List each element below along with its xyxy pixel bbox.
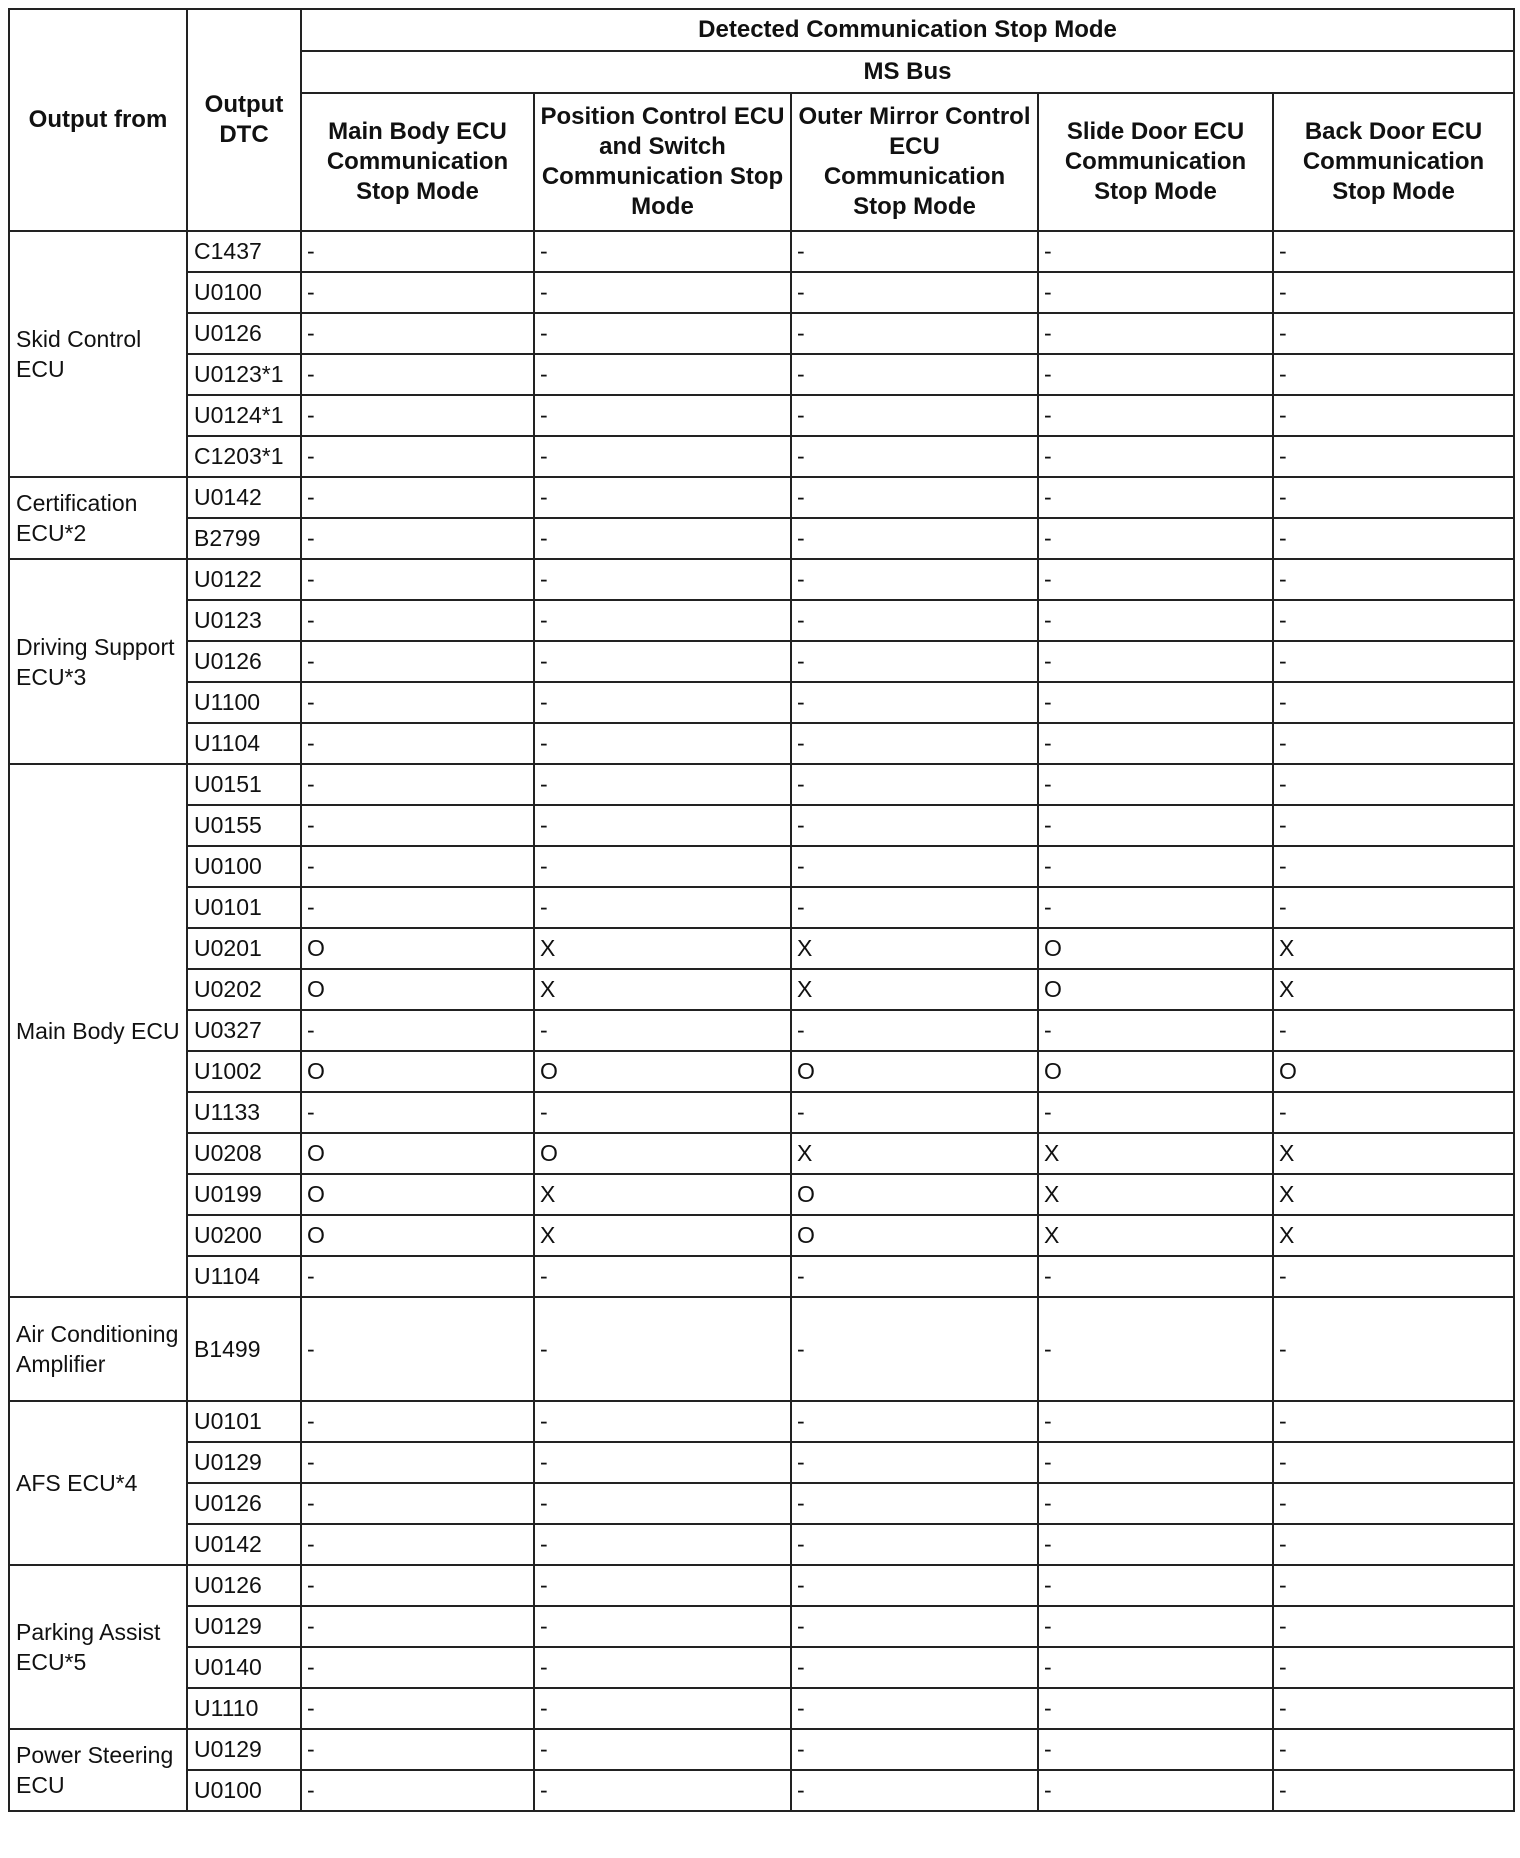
header-output-dtc-line1: Output	[204, 91, 284, 118]
mode-status-cell: -	[301, 231, 534, 272]
mode-status-cell: -	[1038, 1010, 1273, 1051]
mode-status-cell: -	[791, 1483, 1038, 1524]
mode-status-cell: -	[301, 518, 534, 559]
dtc-code-cell: U0142	[187, 477, 301, 518]
dtc-code-cell: U1133	[187, 1092, 301, 1133]
mode-status-cell: -	[1038, 559, 1273, 600]
mode-status-cell: -	[791, 1442, 1038, 1483]
mode-status-cell: -	[1038, 1729, 1273, 1770]
output-from-cell: AFS ECU*4	[9, 1401, 187, 1565]
mode-status-cell: -	[791, 1092, 1038, 1133]
mode-status-cell: -	[534, 1606, 791, 1647]
dtc-code-cell: U0327	[187, 1010, 301, 1051]
mode-status-cell: -	[1038, 1688, 1273, 1729]
table-row	[9, 272, 1514, 313]
mode-status-cell: -	[301, 641, 534, 682]
mode-status-cell: -	[1038, 272, 1273, 313]
table-row	[9, 1215, 1514, 1256]
table-row	[9, 1174, 1514, 1215]
mode-status-cell: -	[791, 1647, 1038, 1688]
mode-status-cell: -	[1273, 1442, 1514, 1483]
mode-status-cell: -	[1273, 313, 1514, 354]
dtc-code-cell: U1100	[187, 682, 301, 723]
mode-status-cell: -	[791, 1729, 1038, 1770]
dtc-code-cell: U0199	[187, 1174, 301, 1215]
table-row	[9, 1133, 1514, 1174]
mode-status-cell: -	[301, 682, 534, 723]
mode-status-cell: O	[791, 1215, 1038, 1256]
table-body	[9, 231, 1514, 1811]
table-row	[9, 682, 1514, 723]
table-row	[9, 1401, 1514, 1442]
header-output-dtc-line2: DTC	[219, 121, 269, 148]
mode-status-cell: -	[301, 805, 534, 846]
dtc-code-cell: U0142	[187, 1524, 301, 1565]
mode-status-cell: -	[1038, 600, 1273, 641]
table-row	[9, 969, 1514, 1010]
mode-status-cell: -	[791, 559, 1038, 600]
header-output-dtc	[187, 9, 301, 231]
table-row	[9, 1729, 1514, 1770]
table-row	[9, 1483, 1514, 1524]
dtc-code-cell: U0151	[187, 764, 301, 805]
header-detected-mode: Detected Communication Stop Mode	[301, 9, 1514, 51]
table-row	[9, 723, 1514, 764]
table-row	[9, 313, 1514, 354]
mode-status-cell: -	[534, 1770, 791, 1811]
mode-status-cell: -	[301, 600, 534, 641]
table-row	[9, 1051, 1514, 1092]
mode-status-cell: -	[301, 1647, 534, 1688]
mode-status-cell: -	[1273, 354, 1514, 395]
mode-status-cell: -	[1273, 436, 1514, 477]
mode-status-cell: -	[301, 1010, 534, 1051]
table-row	[9, 1442, 1514, 1483]
mode-status-cell: -	[1038, 764, 1273, 805]
dtc-code-cell: B2799	[187, 518, 301, 559]
mode-status-cell: X	[1273, 969, 1514, 1010]
dtc-code-cell: U0123	[187, 600, 301, 641]
mode-status-cell: -	[534, 600, 791, 641]
mode-status-cell: -	[791, 1565, 1038, 1606]
table-row	[9, 1010, 1514, 1051]
mode-status-cell: -	[1038, 313, 1273, 354]
mode-status-cell: -	[1273, 764, 1514, 805]
header-mode-outer-mirror: Outer Mirror Control ECU Communication Stop Mode	[791, 93, 1038, 231]
mode-status-cell: X	[534, 969, 791, 1010]
mode-status-cell: -	[1273, 1606, 1514, 1647]
mode-status-cell: -	[1038, 887, 1273, 928]
mode-status-cell: -	[301, 1442, 534, 1483]
mode-status-cell: O	[1273, 1051, 1514, 1092]
mode-status-cell: -	[534, 1297, 791, 1401]
dtc-code-cell: U0126	[187, 1483, 301, 1524]
mode-status-cell: O	[301, 1215, 534, 1256]
mode-status-cell: -	[1273, 395, 1514, 436]
header-ms-bus: MS Bus	[301, 51, 1514, 93]
mode-status-cell: O	[1038, 969, 1273, 1010]
mode-status-cell: -	[301, 1297, 534, 1401]
mode-status-cell: -	[1273, 1256, 1514, 1297]
mode-status-cell: -	[301, 887, 534, 928]
mode-status-cell: -	[301, 1524, 534, 1565]
mode-status-cell: O	[1038, 1051, 1273, 1092]
table-row	[9, 1524, 1514, 1565]
dtc-code-cell: U0208	[187, 1133, 301, 1174]
mode-status-cell: -	[791, 313, 1038, 354]
mode-status-cell: -	[1038, 1297, 1273, 1401]
mode-status-cell: -	[1038, 231, 1273, 272]
header-output-from: Output from	[9, 9, 187, 231]
dtc-code-cell: U0200	[187, 1215, 301, 1256]
mode-status-cell: -	[1273, 231, 1514, 272]
mode-status-cell: X	[791, 1133, 1038, 1174]
mode-status-cell: -	[1038, 805, 1273, 846]
dtc-code-cell: U0122	[187, 559, 301, 600]
output-from-cell: Air Conditioning Amplifier	[9, 1297, 187, 1401]
output-from-cell: Main Body ECU	[9, 764, 187, 1297]
mode-status-cell: -	[1273, 846, 1514, 887]
mode-status-cell: -	[1038, 1770, 1273, 1811]
dtc-code-cell: U0129	[187, 1606, 301, 1647]
mode-status-cell: -	[301, 1729, 534, 1770]
mode-status-cell: -	[1273, 518, 1514, 559]
mode-status-cell: -	[791, 764, 1038, 805]
mode-status-cell: -	[1273, 641, 1514, 682]
table-row	[9, 1565, 1514, 1606]
table-row	[9, 354, 1514, 395]
mode-status-cell: X	[791, 928, 1038, 969]
header-mode-slide-door: Slide Door ECU Communication Stop Mode	[1038, 93, 1273, 231]
table-row	[9, 1770, 1514, 1811]
mode-status-cell: -	[1038, 354, 1273, 395]
mode-status-cell: -	[301, 1688, 534, 1729]
mode-status-cell: O	[301, 1174, 534, 1215]
dtc-code-cell: U0100	[187, 846, 301, 887]
mode-status-cell: O	[1038, 928, 1273, 969]
mode-status-cell: -	[791, 805, 1038, 846]
table-row	[9, 231, 1514, 272]
table-row	[9, 559, 1514, 600]
mode-status-cell: -	[534, 1092, 791, 1133]
dtc-code-cell: U0124*1	[187, 395, 301, 436]
mode-status-cell: -	[1273, 272, 1514, 313]
dtc-code-cell: U0100	[187, 272, 301, 313]
mode-status-cell: -	[1038, 395, 1273, 436]
mode-status-cell: -	[1273, 1688, 1514, 1729]
mode-status-cell: X	[791, 969, 1038, 1010]
header-mode-main-body: Main Body ECU Communication Stop Mode	[301, 93, 534, 231]
output-from-cell: Parking Assist ECU*5	[9, 1565, 187, 1729]
mode-status-cell: X	[1038, 1174, 1273, 1215]
mode-status-cell: -	[1273, 1524, 1514, 1565]
mode-status-cell: -	[534, 1647, 791, 1688]
table-row	[9, 1688, 1514, 1729]
mode-status-cell: -	[301, 764, 534, 805]
mode-status-cell: -	[1273, 1565, 1514, 1606]
mode-status-cell: -	[534, 272, 791, 313]
mode-status-cell: -	[1273, 805, 1514, 846]
mode-status-cell: -	[534, 1483, 791, 1524]
mode-status-cell: -	[534, 1729, 791, 1770]
mode-status-cell: -	[1038, 436, 1273, 477]
output-from-cell: Driving Support ECU*3	[9, 559, 187, 764]
mode-status-cell: -	[1038, 846, 1273, 887]
mode-status-cell: -	[791, 641, 1038, 682]
mode-status-cell: -	[1038, 518, 1273, 559]
dtc-code-cell: U0140	[187, 1647, 301, 1688]
table-row	[9, 518, 1514, 559]
mode-status-cell: -	[791, 1010, 1038, 1051]
mode-status-cell: -	[301, 1483, 534, 1524]
mode-status-cell: -	[534, 231, 791, 272]
mode-status-cell: -	[534, 477, 791, 518]
dtc-code-cell: U1110	[187, 1688, 301, 1729]
mode-status-cell: -	[1038, 1092, 1273, 1133]
mode-status-cell: -	[1038, 1483, 1273, 1524]
mode-status-cell: -	[1273, 682, 1514, 723]
mode-status-cell: -	[1273, 1483, 1514, 1524]
mode-status-cell: -	[301, 1401, 534, 1442]
mode-status-cell: O	[534, 1051, 791, 1092]
mode-status-cell: -	[534, 1401, 791, 1442]
mode-status-cell: -	[534, 805, 791, 846]
mode-status-cell: X	[534, 1174, 791, 1215]
mode-status-cell: -	[301, 1256, 534, 1297]
mode-status-cell: X	[1038, 1215, 1273, 1256]
table-row	[9, 641, 1514, 682]
mode-status-cell: -	[534, 518, 791, 559]
mode-status-cell: -	[1038, 1606, 1273, 1647]
mode-status-cell: -	[791, 272, 1038, 313]
mode-status-cell: -	[1038, 1401, 1273, 1442]
dtc-code-cell: U0126	[187, 313, 301, 354]
table-row	[9, 1606, 1514, 1647]
mode-status-cell: -	[1038, 1524, 1273, 1565]
mode-status-cell: -	[1038, 1442, 1273, 1483]
mode-status-cell: -	[534, 1010, 791, 1051]
mode-status-cell: -	[1273, 1770, 1514, 1811]
mode-status-cell: -	[791, 846, 1038, 887]
mode-status-cell: X	[1273, 1174, 1514, 1215]
output-from-cell: Certification ECU*2	[9, 477, 187, 559]
mode-status-cell: -	[1038, 1647, 1273, 1688]
mode-status-cell: -	[1038, 641, 1273, 682]
mode-status-cell: -	[1038, 1565, 1273, 1606]
mode-status-cell: -	[791, 231, 1038, 272]
table-row	[9, 764, 1514, 805]
mode-status-cell: -	[534, 1442, 791, 1483]
mode-status-cell: -	[791, 436, 1038, 477]
mode-status-cell: -	[791, 600, 1038, 641]
dtc-code-cell: U0123*1	[187, 354, 301, 395]
table-row	[9, 805, 1514, 846]
mode-status-cell: -	[301, 1606, 534, 1647]
mode-status-cell: -	[301, 1092, 534, 1133]
output-from-cell: Power Steering ECU	[9, 1729, 187, 1811]
mode-status-cell: -	[301, 313, 534, 354]
mode-status-cell: -	[301, 354, 534, 395]
dtc-communication-stop-table	[8, 8, 1515, 1812]
mode-status-cell: -	[301, 1770, 534, 1811]
dtc-code-cell: B1499	[187, 1297, 301, 1401]
table-row	[9, 846, 1514, 887]
mode-status-cell: -	[1038, 1256, 1273, 1297]
table-row	[9, 928, 1514, 969]
output-from-cell: Skid Control ECU	[9, 231, 187, 477]
dtc-code-cell: U0100	[187, 1770, 301, 1811]
mode-status-cell: -	[1273, 1010, 1514, 1051]
table-row	[9, 436, 1514, 477]
dtc-code-cell: U0101	[187, 1401, 301, 1442]
mode-status-cell: -	[534, 436, 791, 477]
mode-status-cell: -	[1038, 477, 1273, 518]
mode-status-cell: -	[791, 354, 1038, 395]
table-row	[9, 1092, 1514, 1133]
mode-status-cell: -	[1273, 600, 1514, 641]
table-row	[9, 600, 1514, 641]
mode-status-cell: -	[534, 887, 791, 928]
table-row	[9, 1256, 1514, 1297]
mode-status-cell: O	[301, 928, 534, 969]
mode-status-cell: -	[534, 846, 791, 887]
mode-status-cell: -	[1273, 477, 1514, 518]
mode-status-cell: -	[301, 559, 534, 600]
mode-status-cell: -	[534, 1565, 791, 1606]
dtc-code-cell: U0201	[187, 928, 301, 969]
mode-status-cell: O	[301, 1051, 534, 1092]
mode-status-cell: -	[534, 1256, 791, 1297]
mode-status-cell: -	[791, 395, 1038, 436]
mode-status-cell: -	[791, 518, 1038, 559]
mode-status-cell: -	[301, 723, 534, 764]
mode-status-cell: -	[1038, 682, 1273, 723]
dtc-code-cell: U0129	[187, 1442, 301, 1483]
mode-status-cell: -	[1273, 559, 1514, 600]
mode-status-cell: O	[791, 1174, 1038, 1215]
mode-status-cell: -	[301, 1565, 534, 1606]
mode-status-cell: -	[1273, 1729, 1514, 1770]
mode-status-cell: -	[791, 1297, 1038, 1401]
table-row	[9, 887, 1514, 928]
mode-status-cell: -	[1273, 723, 1514, 764]
mode-status-cell: -	[534, 1524, 791, 1565]
mode-status-cell: -	[791, 1770, 1038, 1811]
dtc-code-cell: U0202	[187, 969, 301, 1010]
dtc-code-cell: C1437	[187, 231, 301, 272]
header-mode-back-door: Back Door ECU Communication Stop Mode	[1273, 93, 1514, 231]
mode-status-cell: -	[1273, 1297, 1514, 1401]
mode-status-cell: X	[1273, 1133, 1514, 1174]
mode-status-cell: -	[301, 477, 534, 518]
mode-status-cell: O	[791, 1051, 1038, 1092]
dtc-code-cell: U1002	[187, 1051, 301, 1092]
table-row	[9, 395, 1514, 436]
mode-status-cell: -	[1038, 723, 1273, 764]
mode-status-cell: -	[534, 313, 791, 354]
mode-status-cell: -	[534, 723, 791, 764]
mode-status-cell: -	[534, 682, 791, 723]
mode-status-cell: X	[1038, 1133, 1273, 1174]
dtc-code-cell: U0126	[187, 1565, 301, 1606]
mode-status-cell: -	[534, 354, 791, 395]
mode-status-cell: -	[301, 436, 534, 477]
mode-status-cell: -	[791, 1401, 1038, 1442]
mode-status-cell: -	[534, 641, 791, 682]
mode-status-cell: -	[301, 395, 534, 436]
mode-status-cell: X	[534, 928, 791, 969]
mode-status-cell: O	[301, 1133, 534, 1174]
mode-status-cell: -	[791, 1256, 1038, 1297]
mode-status-cell: -	[791, 1688, 1038, 1729]
mode-status-cell: O	[301, 969, 534, 1010]
mode-status-cell: X	[534, 1215, 791, 1256]
mode-status-cell: O	[534, 1133, 791, 1174]
mode-status-cell: -	[791, 723, 1038, 764]
mode-status-cell: -	[791, 477, 1038, 518]
mode-status-cell: -	[1273, 1647, 1514, 1688]
dtc-code-cell: U1104	[187, 723, 301, 764]
table-header	[9, 9, 1514, 231]
table-row	[9, 477, 1514, 518]
dtc-code-cell: U1104	[187, 1256, 301, 1297]
mode-status-cell: -	[791, 1524, 1038, 1565]
dtc-code-cell: U0155	[187, 805, 301, 846]
header-mode-position-control: Position Control ECU and Switch Communication Stop Mode	[534, 93, 791, 231]
mode-status-cell: -	[301, 272, 534, 313]
mode-status-cell: -	[1273, 1401, 1514, 1442]
mode-status-cell: -	[534, 559, 791, 600]
mode-status-cell: -	[534, 395, 791, 436]
mode-status-cell: -	[791, 1606, 1038, 1647]
table-row	[9, 1647, 1514, 1688]
table-row	[9, 1297, 1514, 1401]
mode-status-cell: X	[1273, 1215, 1514, 1256]
mode-status-cell: -	[1273, 887, 1514, 928]
mode-status-cell: -	[534, 1688, 791, 1729]
mode-status-cell: -	[791, 887, 1038, 928]
dtc-code-cell: U0129	[187, 1729, 301, 1770]
dtc-code-cell: C1203*1	[187, 436, 301, 477]
mode-status-cell: -	[534, 764, 791, 805]
mode-status-cell: -	[1273, 1092, 1514, 1133]
dtc-code-cell: U0126	[187, 641, 301, 682]
mode-status-cell: -	[791, 682, 1038, 723]
mode-status-cell: X	[1273, 928, 1514, 969]
dtc-code-cell: U0101	[187, 887, 301, 928]
mode-status-cell: -	[301, 846, 534, 887]
